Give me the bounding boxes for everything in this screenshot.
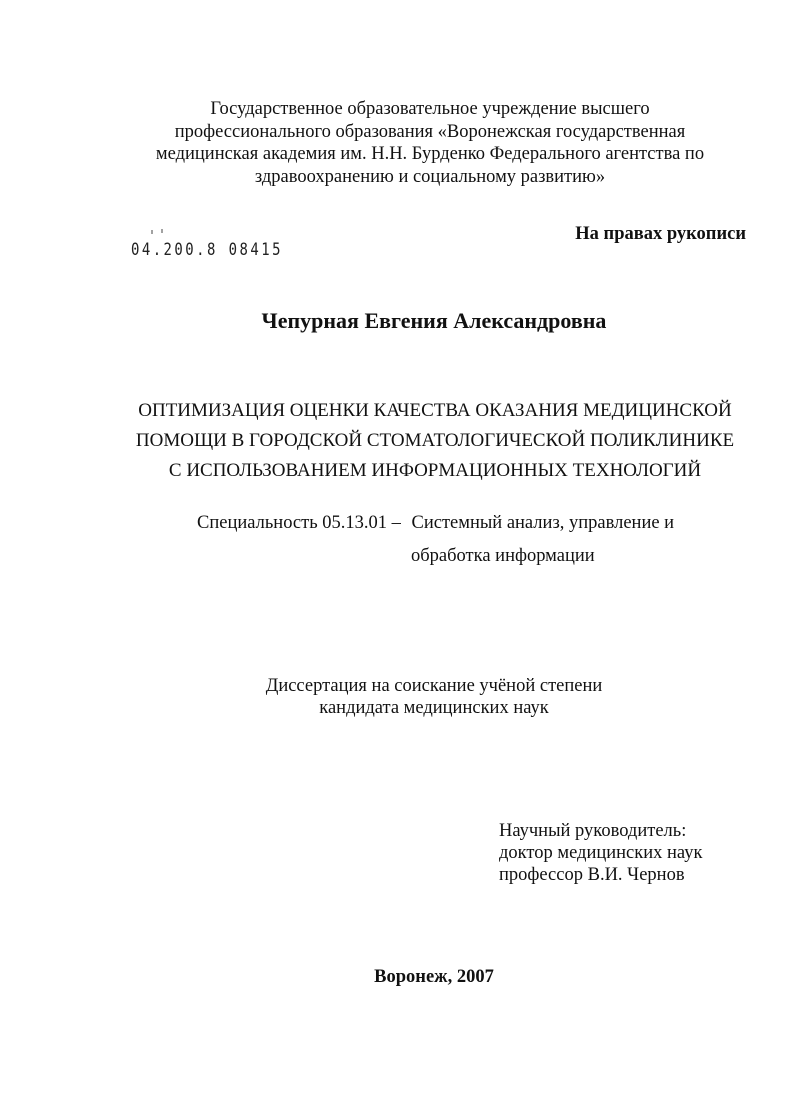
title-line: С ИСПОЛЬЗОВАНИЕМ ИНФОРМАЦИОННЫХ ТЕХНОЛОГИЙ bbox=[168, 460, 702, 481]
specialty bbox=[197, 512, 674, 534]
rights-note: На правах рукописи bbox=[575, 224, 746, 244]
specialty-value: Системный анализ, управление и bbox=[411, 513, 675, 533]
institution-header bbox=[120, 98, 740, 188]
institution-line: медицинская академия им. Н.Н. Бурденко Федерального агентства по bbox=[155, 144, 705, 164]
supervisor-block bbox=[499, 820, 702, 886]
supervisor-line: профессор В.И. Чернов bbox=[499, 865, 685, 885]
degree-statement bbox=[0, 675, 796, 719]
title-line: ОПТИМИЗАЦИЯ ОЦЕНКИ КАЧЕСТВА ОКАЗАНИЯ МЕДИЦИНСКОЙ bbox=[138, 400, 732, 421]
supervisor-line: Научный руководитель: bbox=[499, 821, 687, 841]
institution-line: профессионального образования «Воронежская государственная bbox=[174, 121, 686, 142]
stamp-marks bbox=[148, 228, 268, 236]
supervisor-line: доктор медицинских наук bbox=[499, 843, 703, 863]
specialty-value-continued: обработка информации bbox=[411, 546, 595, 566]
author-name: Чепурная Евгения Александровна bbox=[261, 308, 607, 333]
dissertation-title bbox=[120, 396, 750, 486]
title-line: ПОМОЩИ В ГОРОДСКОЙ СТОМАТОЛОГИЧЕСКОЙ ПОЛИКЛИНИКЕ bbox=[135, 430, 735, 451]
registration-stamp-number: 04.200.8 08415 bbox=[131, 240, 283, 260]
institution-line: здравоохранению и социальному развитию» bbox=[254, 166, 606, 187]
institution-line: Государственное образовательное учреждение высшего bbox=[210, 99, 650, 119]
degree-line: кандидата медицинских наук bbox=[319, 698, 549, 718]
city-year: Воронеж, 2007 bbox=[374, 967, 494, 987]
degree-line: Диссертация на соискание учёной степени bbox=[265, 676, 603, 696]
specialty-label: Специальность 05.13.01 – bbox=[197, 513, 401, 533]
